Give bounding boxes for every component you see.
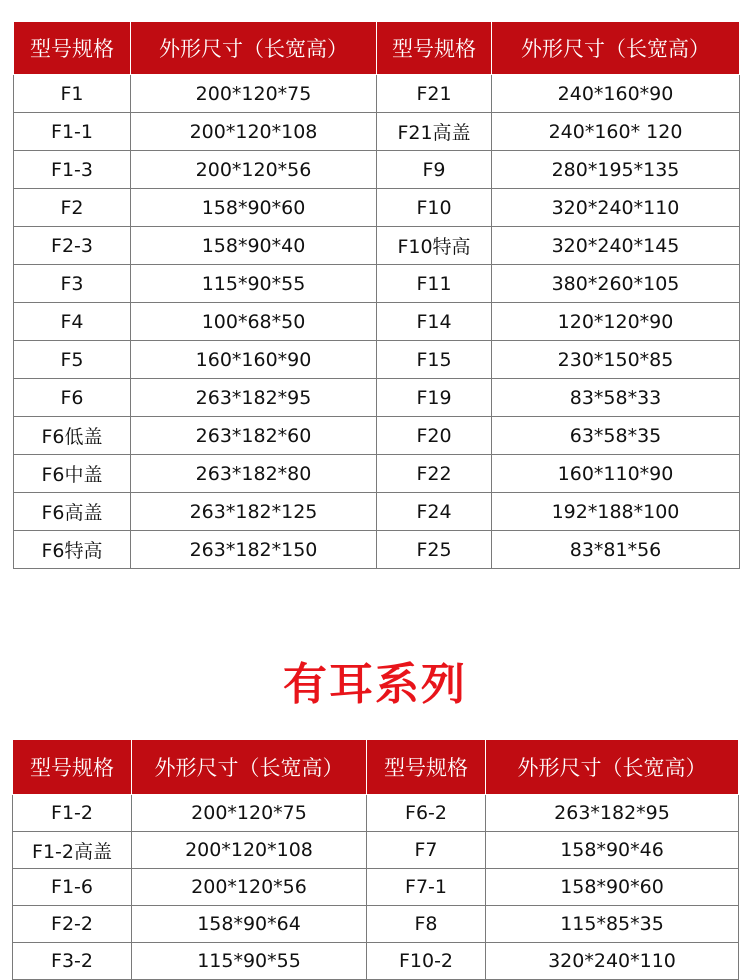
table-row	[14, 227, 740, 265]
dimension-cell: 158*90*40	[131, 227, 377, 265]
dimension-cell: 160*110*90	[492, 455, 740, 493]
model-cell: F2	[14, 189, 131, 227]
model-cell: F15	[377, 341, 492, 379]
table-row	[13, 795, 739, 832]
table-header-row	[14, 22, 740, 75]
model-cell: F6	[14, 379, 131, 417]
model-cell: F3-2	[13, 943, 132, 980]
header-dimensions: 外形尺寸（长宽高）	[486, 740, 739, 795]
dimension-cell: 240*160* 120	[492, 113, 740, 151]
header-dimensions: 外形尺寸（长宽高）	[131, 22, 377, 75]
model-cell: F6中盖	[14, 455, 131, 493]
model-cell: F9	[377, 151, 492, 189]
section-title: 有耳系列	[283, 659, 467, 710]
dimension-cell: 263*182*125	[131, 493, 377, 531]
dimension-cell: 192*188*100	[492, 493, 740, 531]
model-cell: F6高盖	[14, 493, 131, 531]
dimension-cell: 158*90*60	[486, 869, 739, 906]
dimension-cell: 320*240*110	[486, 943, 739, 980]
model-cell: F1-2	[13, 795, 132, 832]
dimension-cell: 115*90*55	[132, 943, 367, 980]
table-row	[14, 493, 740, 531]
model-cell: F6低盖	[14, 417, 131, 455]
table-row	[14, 455, 740, 493]
header-model: 型号规格	[14, 22, 131, 75]
model-cell: F1-6	[13, 869, 132, 906]
model-cell: F1-1	[14, 113, 131, 151]
header-dimensions: 外形尺寸（长宽高）	[132, 740, 367, 795]
model-cell: F19	[377, 379, 492, 417]
dimension-cell: 263*182*80	[131, 455, 377, 493]
model-cell: F2-2	[13, 906, 132, 943]
model-cell: F2-3	[14, 227, 131, 265]
spec-table-standard	[13, 21, 740, 569]
table-row	[14, 75, 740, 113]
model-cell: F11	[377, 265, 492, 303]
table-row	[13, 832, 739, 869]
model-cell: F25	[377, 531, 492, 569]
model-cell: F24	[377, 493, 492, 531]
dimension-cell: 120*120*90	[492, 303, 740, 341]
dimension-cell: 200*120*75	[131, 75, 377, 113]
dimension-cell: 280*195*135	[492, 151, 740, 189]
dimension-cell: 83*58*33	[492, 379, 740, 417]
table-row	[14, 265, 740, 303]
model-cell: F1-3	[14, 151, 131, 189]
dimension-cell: 200*120*75	[132, 795, 367, 832]
model-cell: F5	[14, 341, 131, 379]
model-cell: F6-2	[367, 795, 486, 832]
spec-table-eared	[12, 739, 739, 980]
dimension-cell: 240*160*90	[492, 75, 740, 113]
model-cell: F8	[367, 906, 486, 943]
model-cell: F1-2高盖	[13, 832, 132, 869]
dimension-cell: 200*120*108	[132, 832, 367, 869]
table-row	[14, 189, 740, 227]
model-cell: F14	[377, 303, 492, 341]
model-cell: F4	[14, 303, 131, 341]
model-cell: F21高盖	[377, 113, 492, 151]
table-row	[14, 379, 740, 417]
dimension-cell: 115*85*35	[486, 906, 739, 943]
model-cell: F7-1	[367, 869, 486, 906]
dimension-cell: 158*90*46	[486, 832, 739, 869]
dimension-cell: 200*120*56	[132, 869, 367, 906]
table-row	[14, 341, 740, 379]
model-cell: F7	[367, 832, 486, 869]
dimension-cell: 115*90*55	[131, 265, 377, 303]
dimension-cell: 158*90*60	[131, 189, 377, 227]
dimension-cell: 263*182*95	[131, 379, 377, 417]
dimension-cell: 380*260*105	[492, 265, 740, 303]
model-cell: F6特高	[14, 531, 131, 569]
table-row	[13, 906, 739, 943]
model-cell: F10-2	[367, 943, 486, 980]
header-dimensions: 外形尺寸（长宽高）	[492, 22, 740, 75]
dimension-cell: 230*150*85	[492, 341, 740, 379]
model-cell: F22	[377, 455, 492, 493]
model-cell: F1	[14, 75, 131, 113]
dimension-cell: 200*120*108	[131, 113, 377, 151]
table-row	[14, 151, 740, 189]
table-row	[14, 303, 740, 341]
table-row	[13, 943, 739, 980]
model-cell: F21	[377, 75, 492, 113]
table-header-row	[13, 740, 739, 795]
dimension-cell: 263*182*95	[486, 795, 739, 832]
dimension-cell: 263*182*150	[131, 531, 377, 569]
header-model: 型号规格	[377, 22, 492, 75]
table-row	[14, 113, 740, 151]
dimension-cell: 160*160*90	[131, 341, 377, 379]
dimension-cell: 320*240*110	[492, 189, 740, 227]
dimension-cell: 320*240*145	[492, 227, 740, 265]
model-cell: F10	[377, 189, 492, 227]
dimension-cell: 263*182*60	[131, 417, 377, 455]
dimension-cell: 100*68*50	[131, 303, 377, 341]
table-row	[14, 417, 740, 455]
dimension-cell: 158*90*64	[132, 906, 367, 943]
dimension-cell: 83*81*56	[492, 531, 740, 569]
table-row	[13, 869, 739, 906]
model-cell: F20	[377, 417, 492, 455]
dimension-cell: 63*58*35	[492, 417, 740, 455]
dimension-cell: 200*120*56	[131, 151, 377, 189]
model-cell: F10特高	[377, 227, 492, 265]
header-model: 型号规格	[367, 740, 486, 795]
model-cell: F3	[14, 265, 131, 303]
header-model: 型号规格	[13, 740, 132, 795]
table-row	[14, 531, 740, 569]
